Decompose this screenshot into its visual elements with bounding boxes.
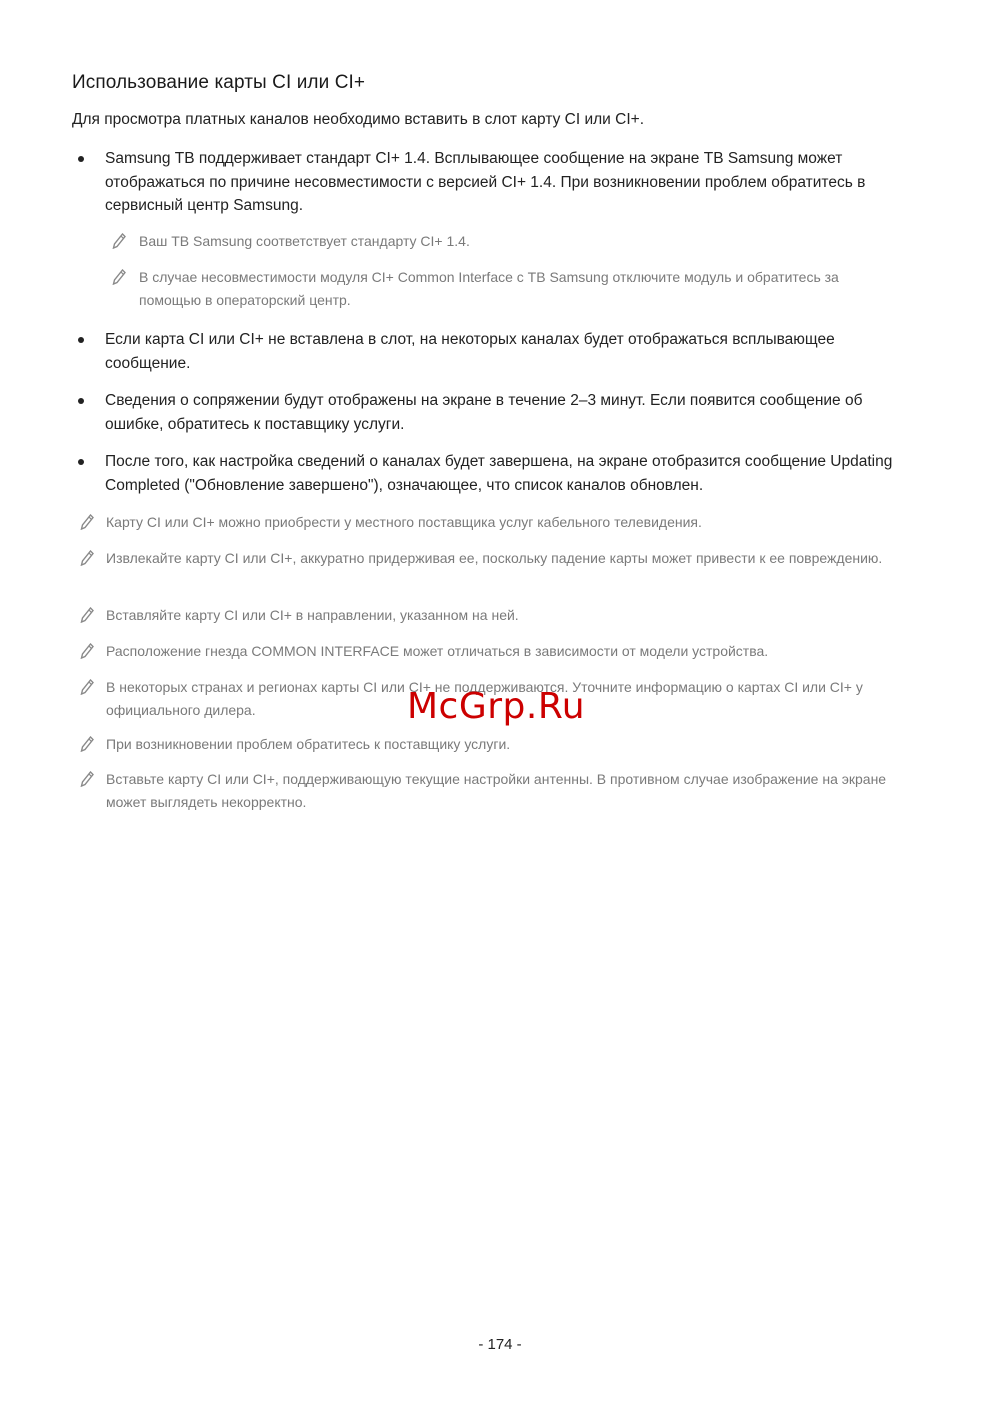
pencil-icon: [80, 643, 94, 659]
bullet-item: [78, 389, 918, 436]
note-item: [80, 604, 920, 627]
note-item: [80, 547, 920, 570]
note-text: Извлекайте карту CI или CI+, аккуратно придерживая ее, поскольку падение карты может привести к ее повреждению.: [106, 550, 883, 566]
bullet-text: Сведения о сопряжении будут отображены на экране в течение 2–3 минут. Если появится сообщение об ошибке, обратитесь к поставщику услуги.: [105, 392, 863, 433]
note-text: При возникновении проблем обратитесь к поставщику услуги.: [106, 736, 511, 752]
inner-note-text: В случае несовместимости модуля CI+ Common Interface с ТВ Samsung отключите модуль и обратитесь за помощью в операторский центр.: [139, 269, 839, 308]
bullet-dot-icon: [78, 459, 84, 465]
page-number: - 174 -: [478, 1336, 522, 1353]
bullet-dot-icon: [78, 156, 84, 162]
note-item: [80, 768, 920, 814]
note-item: [80, 640, 920, 663]
pencil-icon: [80, 550, 94, 566]
pencil-icon: [80, 736, 94, 752]
section-title: Использование карты CI или CI+: [72, 72, 366, 93]
bullet-dot-icon: [78, 337, 84, 343]
bullet-item: [78, 147, 918, 218]
inner-note-item: [112, 230, 902, 253]
note-item: [80, 511, 920, 534]
bullet-item: [78, 328, 918, 375]
note-text: Расположение гнезда COMMON INTERFACE может отличаться в зависимости от модели устройства.: [106, 643, 769, 659]
bullet-dot-icon: [78, 398, 84, 404]
pencil-icon: [80, 514, 94, 530]
inner-note-item: [112, 266, 902, 312]
note-item: [80, 733, 920, 756]
watermark: McGrp.Ru: [407, 686, 586, 727]
pencil-icon: [80, 771, 94, 787]
note-text: Вставляйте карту CI или CI+ в направлении, указанном на ней.: [106, 607, 519, 623]
bullet-text: Если карта CI или CI+ не вставлена в слот, на некоторых каналах будет отображаться всплывающее сообщение.: [105, 331, 835, 372]
note-text: Карту CI или CI+ можно приобрести у местного поставщика услуг кабельного телевидения.: [106, 514, 702, 530]
bullet-text: Samsung ТВ поддерживает стандарт CI+ 1.4. Всплывающее сообщение на экране ТВ Samsung может отображаться по причине несовместимости с версией CI+ 1.4. При возникновении проблем обратитесь в сервисный центр Samsung.: [105, 150, 866, 214]
intro-paragraph: Для просмотра платных каналов необходимо вставить в слот карту CI или CI+.: [72, 111, 644, 128]
note-text: В некоторых странах и регионах карты CI или CI+ не поддерживаются. Уточните информацию о картах CI или CI+ у официального дилера.: [106, 679, 863, 718]
bullet-item: [78, 450, 918, 497]
note-text: Вставьте карту CI или CI+, поддерживающую текущие настройки антенны. В противном случае изображение на экране может выглядеть некорректно.: [106, 771, 887, 810]
inner-note-text: Ваш ТВ Samsung соответствует стандарту CI+ 1.4.: [139, 233, 470, 249]
pencil-icon: [80, 679, 94, 695]
pencil-icon: [112, 269, 126, 285]
bullet-text: После того, как настройка сведений о каналах будет завершена, на экране отобразится сообщение Updating Completed ("Обновление завершено"), означающее, что список каналов обновлен.: [105, 453, 893, 494]
pencil-icon: [80, 607, 94, 623]
pencil-icon: [112, 233, 126, 249]
